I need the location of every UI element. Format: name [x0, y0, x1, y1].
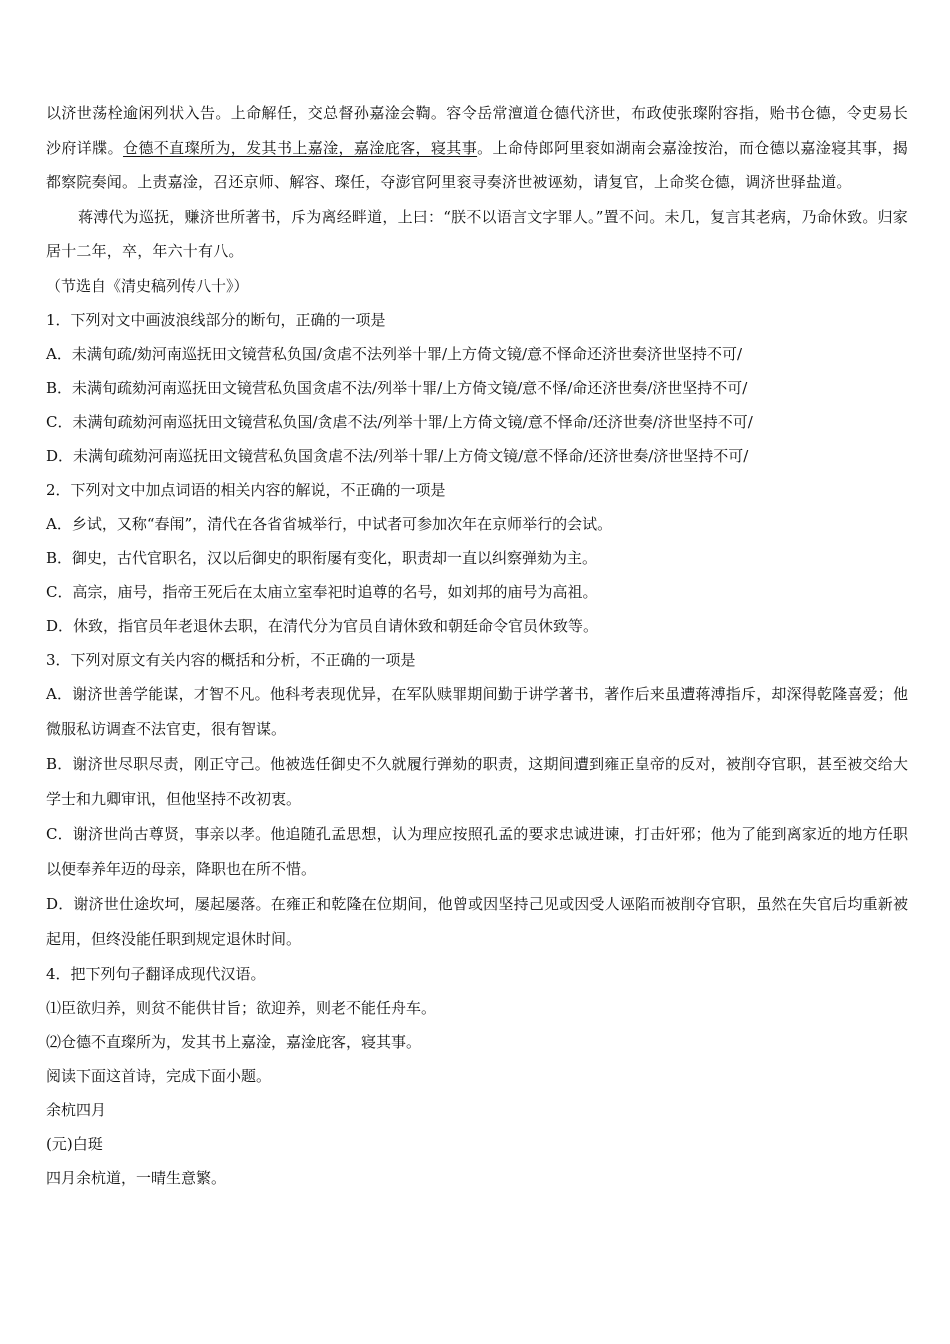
- passage-text-1: 以济世荡栓逾闲列状入告。上命解任，交总督孙嘉淦会鞫。容令岳常澶道仓德代济世，布政使张璨附容指，贻书仓德，令吏易长沙府详牒。: [46, 104, 908, 157]
- underlined-sentence: 仓德不直璨所为，发其书上嘉淦，嘉淦庇客，寝其事: [122, 138, 478, 157]
- passage-paragraph-2: 蒋溥代为巡抚，赚济世所著书，斥为离经畔道，上曰：“朕不以语言文字罪人。”置不问。未几，复言其老病，乃命休致。归家居十二年，卒，年六十有八。: [46, 207, 908, 260]
- document-page: [46, 96, 908, 1195]
- question-4-item-1: ⑴臣欲归养，则贫不能供甘旨；欲迎养，则老不能任舟车。: [46, 998, 437, 1017]
- poem-title: 余杭四月: [46, 1100, 107, 1119]
- question-4-item-2: ⑵仓德不直璨所为，发其书上嘉淦，嘉淦庇客，寝其事。: [46, 1032, 422, 1051]
- question-1-option-b: B．未满旬疏劾河南巡抚田文镜营私负国贪虐不法/列举十罪/上方倚文镜/意不怿/命还济世奏/济世坚持不可/: [46, 378, 748, 397]
- question-3-stem: 3．下列对原文有关内容的概括和分析，不正确的一项是: [46, 650, 416, 669]
- poem-author: (元)白珽: [46, 1134, 103, 1153]
- question-4-stem: 4．把下列句子翻译成现代汉语。: [46, 964, 266, 983]
- question-2-stem: 2．下列对文中加点词语的相关内容的解说，不正确的一项是: [46, 480, 446, 499]
- question-1-option-a: A．未满旬疏/劾河南巡抚田文镜营私负国/贪虐不法列举十罪/上方倚文镜/意不怿命还济世奏济世坚持不可/: [46, 344, 743, 363]
- question-2-option-c: C．高宗，庙号，指帝王死后在太庙立室奉祀时追尊的名号，如刘邦的庙号为高祖。: [46, 582, 598, 601]
- question-3-option-c: C．谢济世尚古尊贤，事亲以孝。他追随孔孟思想，认为理应按照孔孟的要求忠诚进谏，打击奸邪；他为了能到离家近的地方任职以便奉养年迈的母亲，降职也在所不惜。: [46, 824, 908, 878]
- question-3-option-b: B．谢济世尽职尽责，刚正守己。他被选任御史不久就履行弹劾的职责，这期间遭到雍正皇帝的反对，被削夺官职，甚至被交给大学士和九卿审讯，但他坚持不改初衷。: [46, 754, 908, 808]
- question-1-option-d: D．未满旬疏劾河南巡抚田文镜营私负国贪虐不法/列举十罪/上方倚文镜/意不怿命/还济世奏/济世坚持不可/: [46, 446, 749, 465]
- poem-line-1: 四月余杭道，一晴生意繁。: [46, 1168, 227, 1187]
- question-1-option-c: C．未满旬疏劾河南巡抚田文镜营私负国/贪虐不法/列举十罪/上方倚文镜/意不怿命/还济世奏/济世坚持不可/: [46, 412, 753, 431]
- question-2-option-d: D．休致，指官员年老退休去职，在清代分为官员自请休致和朝廷命令官员休致等。: [46, 616, 599, 635]
- question-3-option-a: A．谢济世善学能谋，才智不凡。他科考表现优异，在军队赎罪期间勤于讲学著书，著作后来虽遭蒋溥指斥，却深得乾隆喜爱；他微服私访调查不法官吏，很有智谋。: [46, 684, 908, 738]
- passage-paragraph-1: [46, 96, 908, 200]
- question-2-option-b: B．御史，古代官职名，汉以后御史的职衔屡有变化，职责却一直以纠察弹劾为主。: [46, 548, 598, 567]
- question-3-option-d: D．谢济世仕途坎坷，屡起屡落。在雍正和乾隆在位期间，他曾或因坚持己见或因受人诬陷而被削夺官职，虽然在失官后均重新被起用，但终没能任职到规定退休时间。: [46, 894, 908, 948]
- question-2-option-a: A．乡试，又称“春闱”，清代在各省省城举行，中试者可参加次年在京师举行的会试。: [46, 514, 613, 533]
- question-1-stem: 1．下列对文中画波浪线部分的断句，正确的一项是: [46, 310, 386, 329]
- passage-text-2: 。上命侍郎阿里衮如湖南会嘉淦按治，而仓德以嘉淦寝其事，揭都察院奏闻。上责嘉淦，召还京师、解容、璨任，夺澎官阿里衮寻奏济世被诬劾，请复官，上命奖仓德，调济世驿盐道。: [46, 138, 908, 191]
- passage-source: （节选自《清史稿列传八十》）: [46, 276, 249, 295]
- poem-instruction: 阅读下面这首诗，完成下面小题。: [46, 1066, 272, 1085]
